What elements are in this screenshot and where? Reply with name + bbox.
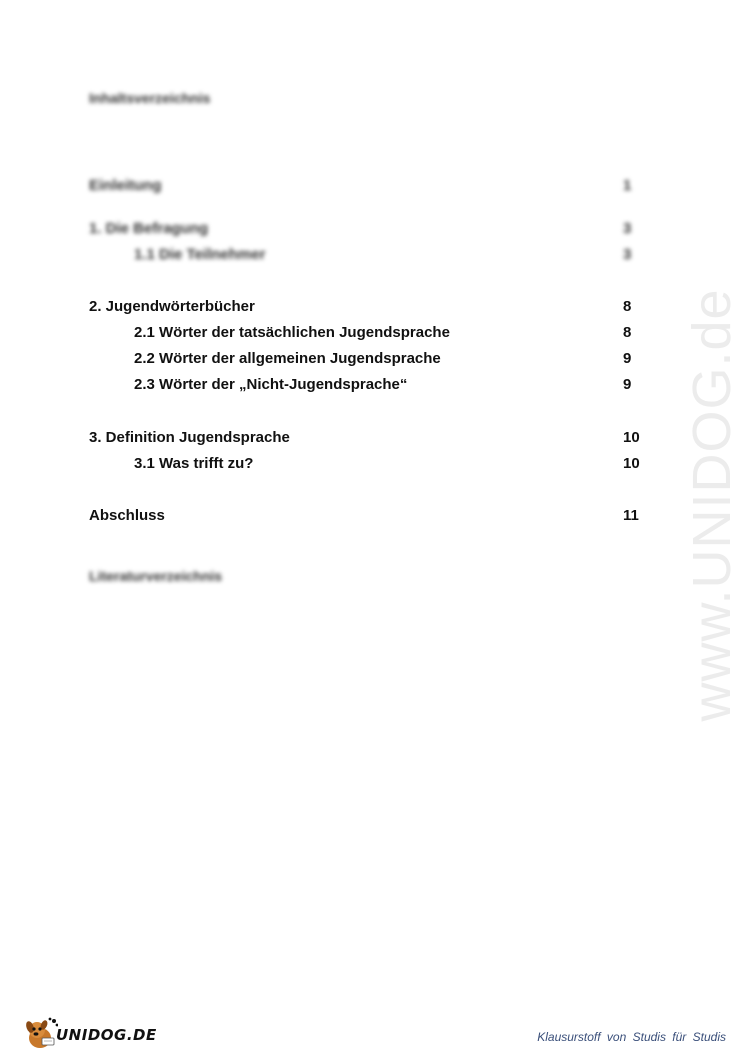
watermark: www.UNIDOG.de [682,288,742,722]
logo-text: UNIDOG.DE [56,1026,157,1044]
toc-entry-page: 9 [623,376,632,393]
toc-entry [89,220,641,240]
toc-entry-title: 2.3 Wörter der „Nicht-Jugendsprache“ [134,376,408,393]
dog-mascot-icon [24,1016,58,1052]
toc-entry-title: Einleitung [89,177,162,194]
toc-entry-page: 10 [623,455,640,472]
footer-tagline: Klausurstoff von Studis für Studis [537,1030,726,1044]
toc-entry-page: 3 [623,220,632,237]
toc-entry-title: 2.1 Wörter der tatsächlichen Jugendsprache [134,324,450,341]
toc-entry [89,455,641,475]
toc-entry-title: 1. Die Befragung [89,220,209,237]
toc-entry [89,507,641,527]
toc-entry [89,429,641,449]
toc-entry-title: 1.1 Die Teilnehmer [134,246,266,263]
toc-entry-title: 2.2 Wörter der allgemeinen Jugendsprache [134,350,441,367]
toc-entry-page: 3 [623,246,632,263]
toc-entry [89,298,641,318]
toc-entry [89,177,641,197]
toc-entry-title: 2. Jugendwörterbücher [89,298,255,315]
toc-entry [89,350,641,370]
toc-entry-page: 10 [623,429,640,446]
toc-entry [89,246,641,266]
toc-entry-page: 1 [623,177,632,194]
toc-entry [89,376,641,396]
toc-entry-title: Literaturverzeichnis [89,568,223,584]
toc-entry-title: 3.1 Was trifft zu? [134,455,254,472]
toc-entry [89,568,641,588]
footer-logo [24,1016,157,1052]
toc-entry [89,324,641,344]
toc-entry-page: 9 [623,350,632,367]
toc-heading: Inhaltsverzeichnis [89,90,211,106]
toc-entry-page: 8 [623,324,632,341]
toc-entry-page: 11 [623,507,639,524]
toc-entry-title: 3. Definition Jugendsprache [89,429,290,446]
toc-entry-title: Abschluss [89,507,165,524]
toc-entry-page: 8 [623,298,632,315]
